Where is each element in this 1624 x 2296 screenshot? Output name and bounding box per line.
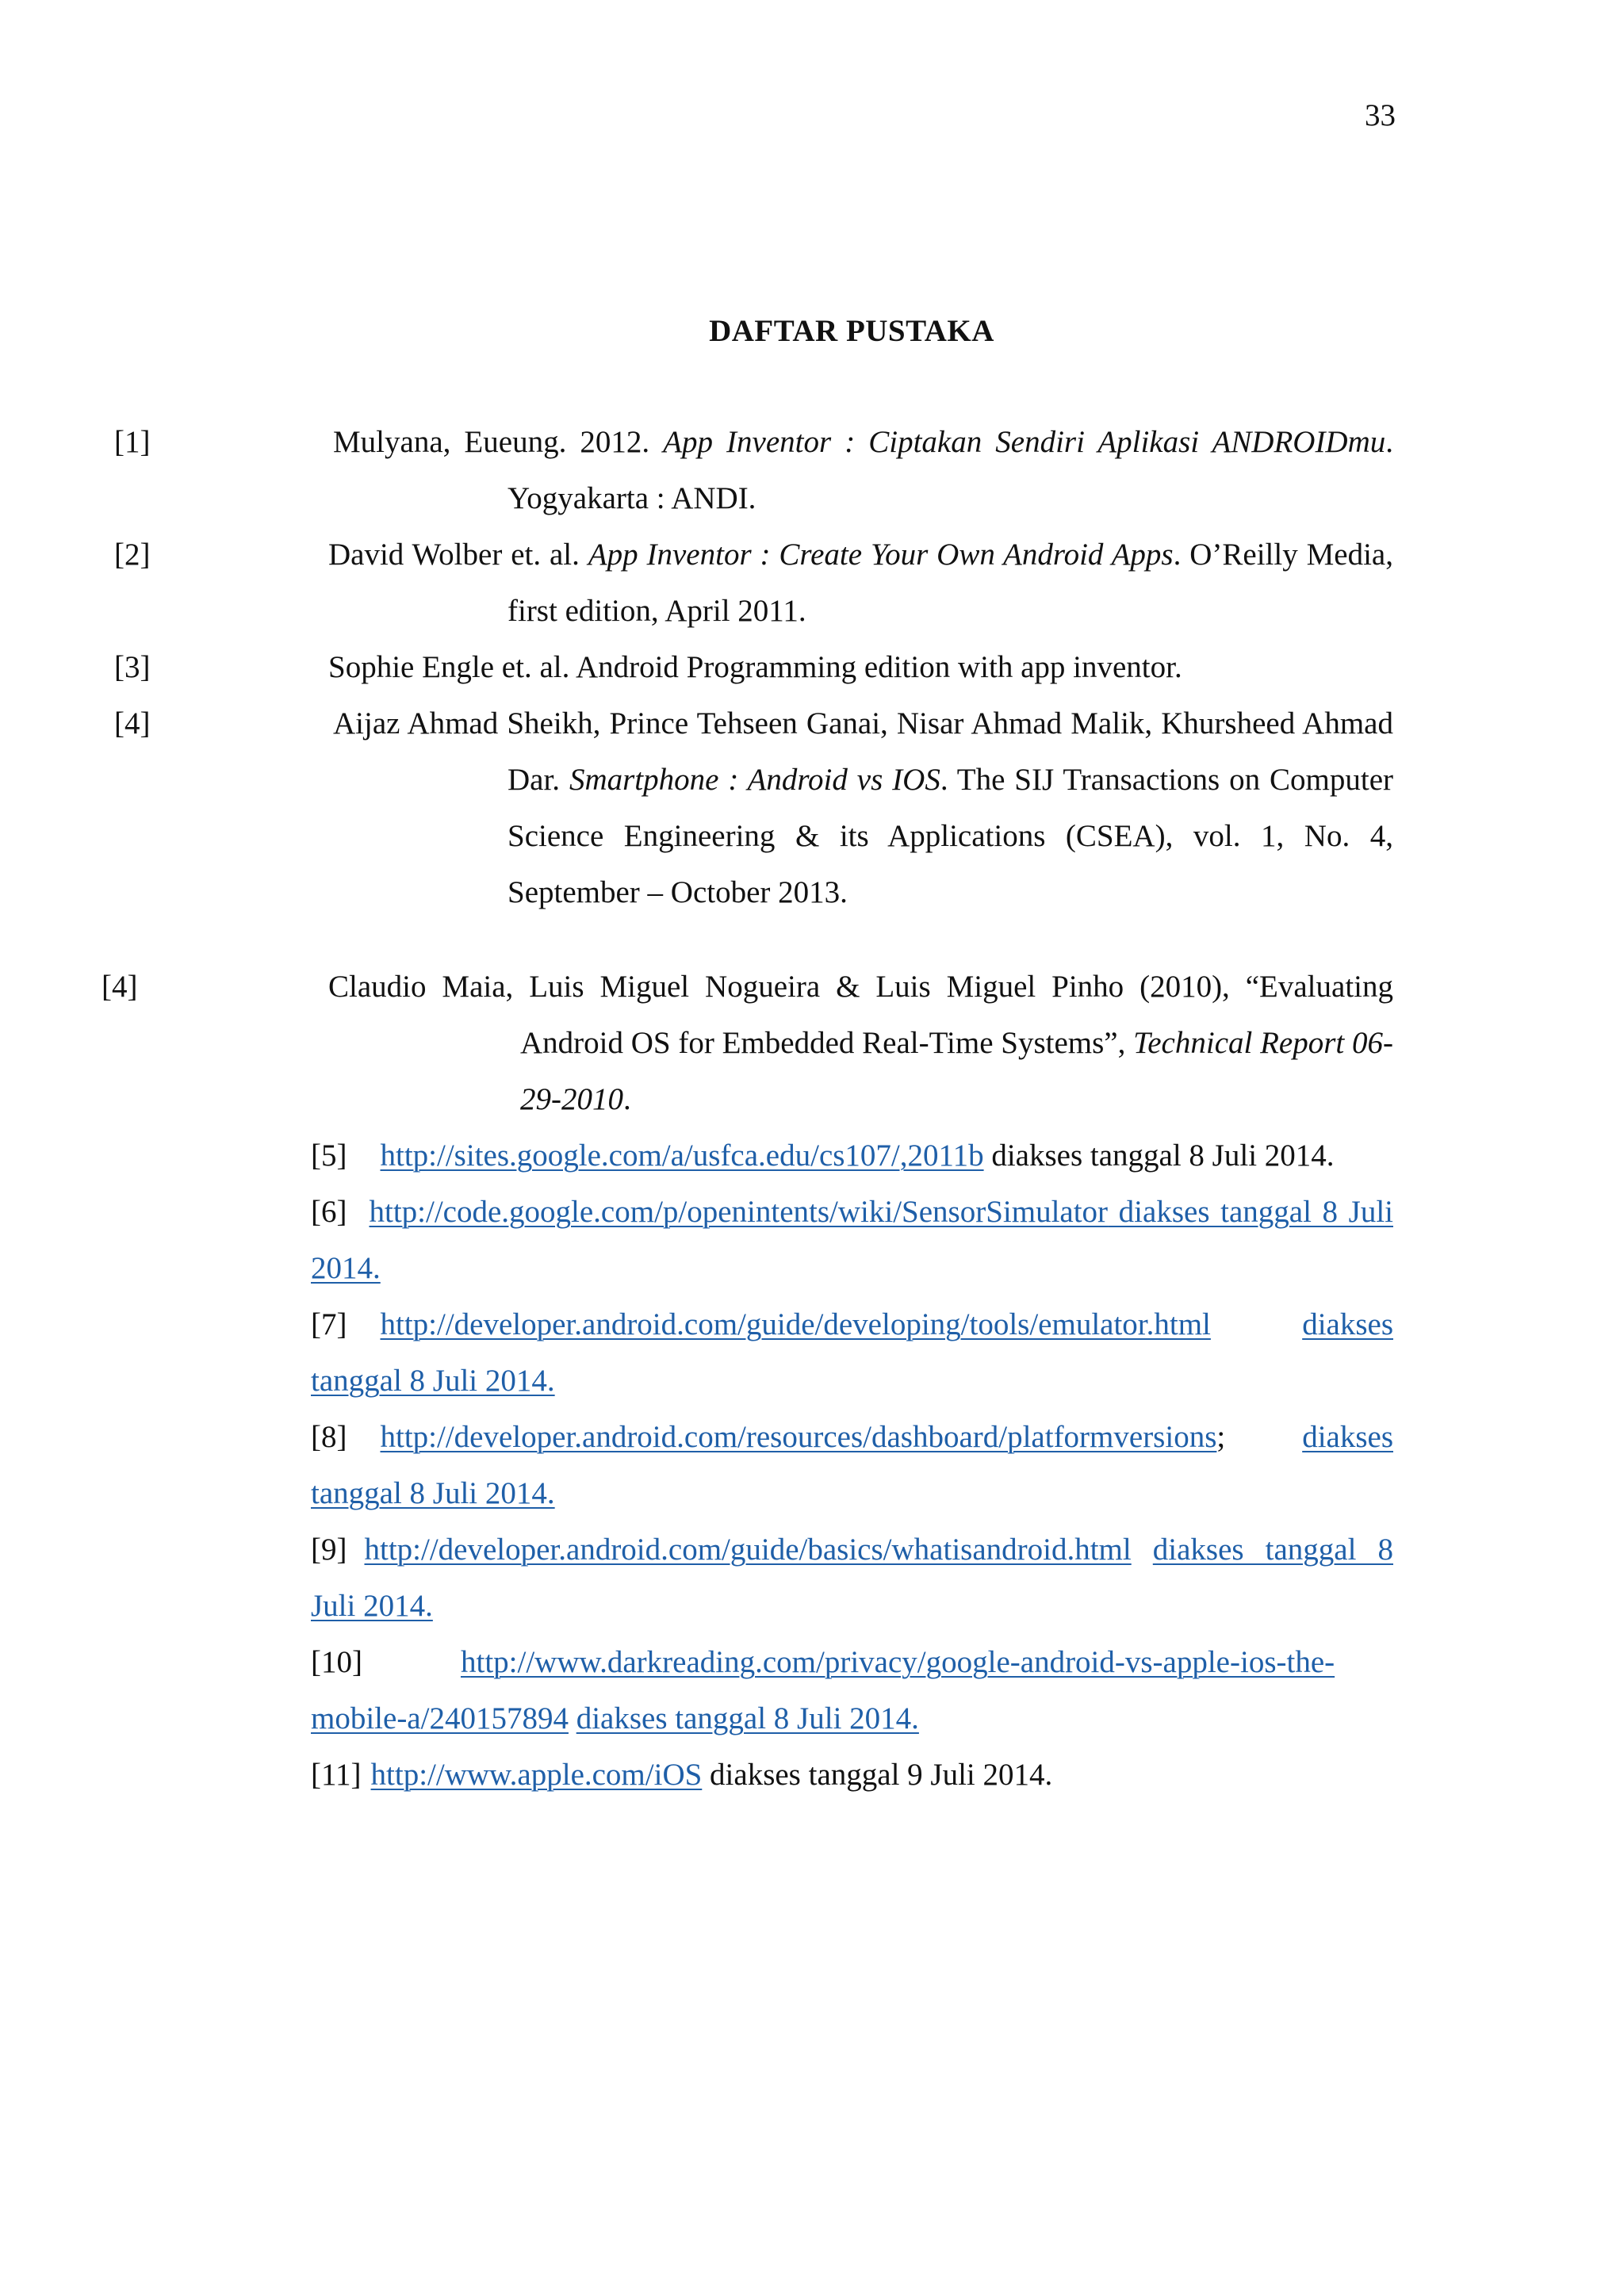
reference-item [311, 1747, 1393, 1803]
reference-number: [8] [311, 1420, 347, 1454]
reference-item [311, 1634, 1393, 1747]
reference-access-date-link[interactable]: diakses tanggal 8 Juli 2014. [311, 1195, 1393, 1285]
reference-access-date-link[interactable]: diakses tanggal 8 Juli 2014. [311, 1533, 1393, 1623]
reference-number: [9] [311, 1533, 347, 1567]
reference-item [311, 1296, 1393, 1409]
page-number: 33 [1365, 98, 1396, 132]
reference-access-date-link[interactable]: diakses tanggal 8 Juli 2014. [311, 1307, 1393, 1398]
reference-link[interactable]: http://sites.google.com/a/usfca.edu/cs107/,2011b [380, 1138, 984, 1173]
reference-text: diakses tanggal 9 Juli 2014. [702, 1758, 1053, 1792]
reference-title: Technical Report 06-29-2010 [520, 1026, 1394, 1116]
reference-item: [4] Aijaz Ahmad Sheikh, Prince Tehseen Ganai, Nisar Ahmad Malik, Khursheed Ahmad Dar. Smartphone : Android vs IOS. The SIJ Transactions on Computer Science Engineering & its Applications (CSEA), vol. 1, No. 4, September – October 2013. [114, 706, 1393, 909]
page-title: DAFTAR PUSTAKA [709, 314, 994, 348]
reference-text: Claudio Maia, Luis Miguel Nogueira & Luis Miguel Pinho (2010), “Evaluating Android OS for Embedded Real-Time Systems”, [328, 970, 1393, 1060]
reference-link[interactable]: http://developer.android.com/guide/developing/tools/emulator.html [380, 1307, 1211, 1341]
reference-text: diakses tanggal 8 Juli 2014. [983, 1138, 1335, 1173]
reference-number: [5] [311, 1138, 347, 1173]
reference-link[interactable]: http://www.darkreading.com/privacy/google-android-vs-apple-ios-the-mobile-a/240157894 [311, 1645, 1335, 1735]
reference-number: [11] [311, 1758, 362, 1792]
reference-list [102, 414, 1394, 1803]
reference-access-date-link[interactable]: diakses tanggal 8 Juli 2014. [576, 1701, 919, 1735]
reference-number: [7] [311, 1307, 347, 1341]
reference-text: . Yogyakarta : ANDI. [508, 425, 1394, 515]
reference-title: App Inventor : Create Your Own Android Apps [588, 538, 1174, 572]
reference-item [311, 1184, 1393, 1296]
reference-number: [10] [311, 1645, 362, 1679]
reference-text: Aijaz Ahmad Sheikh, Prince Tehseen Ganai, Nisar Ahmad Malik, Khursheed Ahmad Dar. [333, 706, 1393, 797]
reference-link[interactable]: http://code.google.com/p/openintents/wiki/SensorSimulator [369, 1195, 1109, 1229]
reference-item: [2] David Wolber et. al. App Inventor : Create Your Own Android Apps. O’Reilly Media, first edition, April 2011. [114, 538, 1393, 628]
reference-text: ; [1216, 1420, 1303, 1454]
reference-item: [3] Sophie Engle et. al. Android Programming edition with app inventor. [114, 650, 1182, 684]
spacer [311, 920, 1393, 959]
reference-text: David Wolber et. al. [328, 538, 588, 572]
reference-link[interactable]: http://developer.android.com/resources/dashboard/platformversions [380, 1420, 1217, 1454]
reference-text: . O’Reilly Media, first edition, April 2011. [508, 538, 1393, 628]
reference-title: Smartphone : Android vs IOS [569, 763, 940, 797]
reference-item: [1] Mulyana, Eueung. 2012. App Inventor : Ciptakan Sendiri Aplikasi ANDROIDmu. Yogyakarta : ANDI. [114, 425, 1394, 515]
reference-link[interactable]: http://www.apple.com/iOS [370, 1758, 703, 1792]
reference-text: . The SIJ Transactions on Computer Science Engineering & its Applications (CSEA), vol. 1, No. 4, September – October 2013. [508, 763, 1393, 909]
reference-access-date-link[interactable]: diakses tanggal 8 Juli 2014. [311, 1420, 1393, 1510]
reference-text: Sophie Engle et. al. Android Programming edition with app inventor. [328, 650, 1182, 684]
reference-text: Mulyana, Eueung. 2012. [333, 425, 664, 459]
reference-item [311, 1409, 1393, 1521]
reference-text: . [623, 1082, 631, 1116]
reference-title: App Inventor : Ciptakan Sendiri Aplikasi ANDROIDmu [663, 425, 1386, 459]
reference-item: [4] Claudio Maia, Luis Miguel Nogueira & Luis Miguel Pinho (2010), “Evaluating Android OS for Embedded Real-Time Systems”, Technical Report 06-29-2010. [102, 970, 1394, 1116]
reference-item [311, 1127, 1393, 1184]
reference-number: [6] [311, 1195, 347, 1229]
reference-item [311, 1521, 1393, 1634]
reference-link[interactable]: http://developer.android.com/guide/basics/whatisandroid.html [364, 1533, 1132, 1567]
